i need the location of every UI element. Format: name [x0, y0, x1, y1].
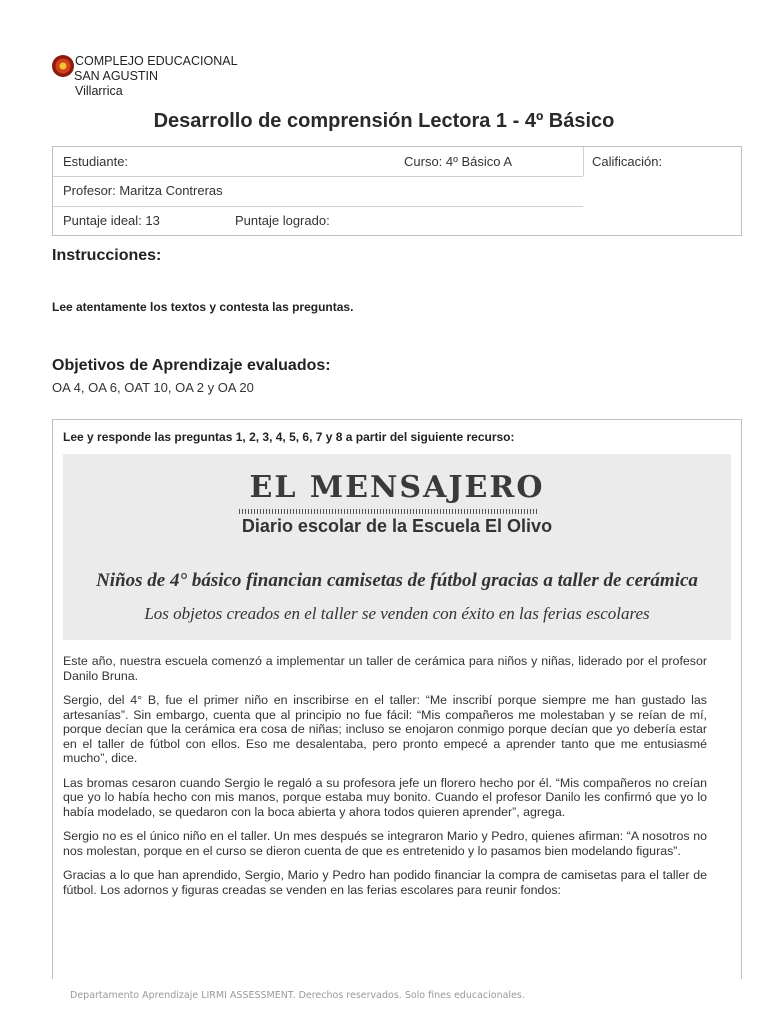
instructions-heading: Instrucciones:: [52, 247, 162, 264]
article-paragraph: Este año, nuestra escuela comenzó a implementar un taller de cerámica para niños y niñas, liderado por el profesor Danilo Bruna.: [63, 654, 707, 683]
instructions-text: Lee atentamente los textos y contesta las preguntas.: [52, 300, 354, 314]
achieved-score-label: Puntaje logrado:: [235, 213, 330, 228]
page-footer: Departamento Aprendizaje LIRMI ASSESSMENT. Derechos reservados. Solo fines educacionales.: [70, 990, 525, 1001]
school-name-line1: COMPLEJO EDUCACIONAL: [75, 54, 238, 68]
objectives-list: OA 4, OA 6, OAT 10, OA 2 y OA 20: [52, 380, 254, 395]
page-title: Desarrollo de comprensión Lectora 1 - 4º Básico: [153, 110, 615, 132]
newspaper-rule: [239, 509, 539, 514]
newspaper-lead: Los objetos creados en el taller se venden con éxito en las ferias escolares: [144, 604, 650, 623]
article-body: [63, 654, 707, 907]
school-header: [52, 54, 238, 99]
article-paragraph: Sergio, del 4° B, fue el primer niño en inscribirse en el taller: “Me inscribí porque siempre me han gustado las artesanías”. Sin embargo, cuenta que al principio no fue fácil: “Mis compañeros me molestaban y se reían de mí, porque decían que la cerámica era cosa de niñas; incluso se enojaron conmigo porque decían que yo debería estar en el taller de fútbol con ellos. Eso me desalentaba, pero pronto empecé a aprender tanto que me entusiasmé mucho”, dice.: [63, 693, 707, 765]
school-name: [75, 54, 238, 99]
objectives-heading: Objetivos de Aprendizaje evaluados:: [52, 357, 331, 374]
article-paragraph: Las bromas cesaron cuando Sergio le regaló a su profesora jefe un florero hecho por él. “Mis compañeros no creían que yo lo había hecho con mis manos, porque estaba muy bonito. Cuando el profesor Danilo les confirmó que yo lo había modelado, se quedaron con la boca abierta y ahora todos quieren aprender”, agrega.: [63, 775, 707, 819]
newspaper-headline: Niños de 4° básico financian camisetas de fútbol gracias a taller de cerámica: [96, 570, 698, 591]
grade-label: Calificación:: [592, 154, 663, 169]
student-info-table: [52, 146, 742, 236]
resource-prompt: Lee y responde las preguntas 1, 2, 3, 4, 5, 6, 7 y 8 a partir del siguiente recurso:: [63, 430, 515, 444]
student-label: Estudiante:: [63, 154, 129, 169]
ideal-score-label: Puntaje ideal: 13: [63, 213, 160, 228]
article-paragraph: Sergio no es el único niño en el taller. Un mes después se integraron Mario y Pedro, quienes afirman: “A nosotros no nos molestan, porque en el curso se dieron cuenta de que es entretenido y lo pasamos bien modelando figuras”.: [63, 829, 707, 858]
school-city: Villarrica: [75, 84, 123, 98]
reading-resource-panel: [52, 419, 742, 979]
course-label: Curso: 4º Básico A: [404, 154, 513, 169]
newspaper-banner: [63, 454, 731, 640]
school-logo-icon: [52, 55, 74, 77]
newspaper-subtitle: Diario escolar de la Escuela El Olivo: [241, 516, 553, 536]
article-paragraph: Gracias a lo que han aprendido, Sergio, Mario y Pedro han podido financiar la compra de camisetas para el taller de fútbol. Los adornos y figuras creadas se venden en las ferias escolares para reunir fondos:: [63, 868, 707, 897]
school-name-line2: SAN AGUSTIN: [74, 69, 159, 83]
teacher-label: Profesor: Maritza Contreras: [63, 183, 223, 198]
newspaper-name: EL MENSAJERO: [249, 470, 545, 505]
